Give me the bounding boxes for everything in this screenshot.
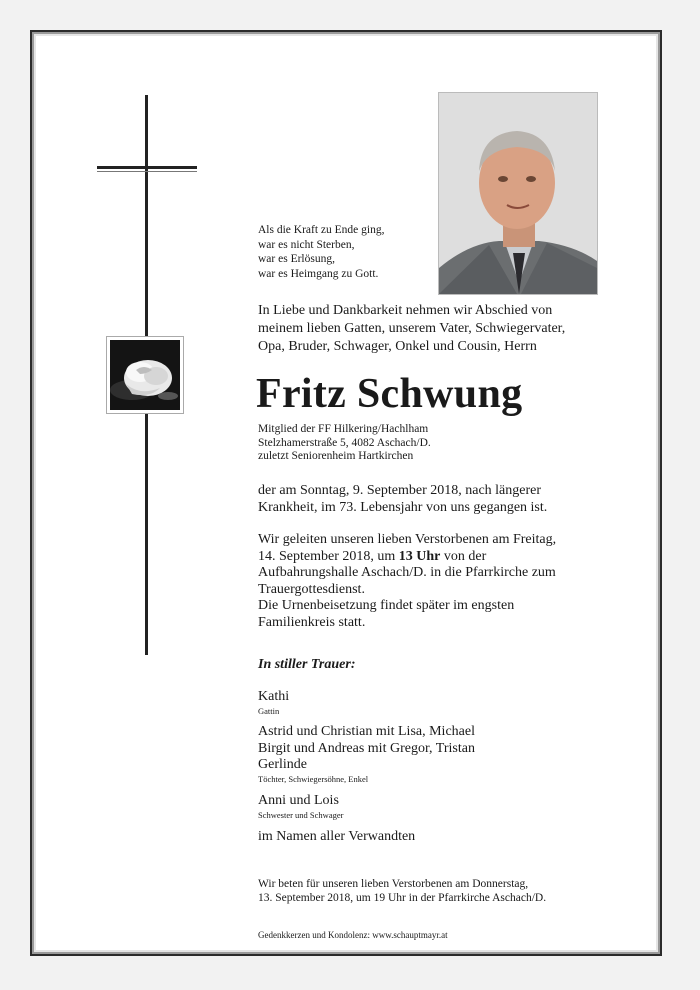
mourner-role: Schwester und Schwager — [258, 809, 344, 820]
mourner-group — [258, 793, 343, 821]
funeral-line: Trauergottesdienst. — [258, 581, 365, 597]
mourner-group — [258, 724, 475, 785]
funeral-date-rest: von der — [440, 548, 487, 564]
deceased-name: Fritz Schwung — [256, 371, 523, 417]
poem — [258, 223, 438, 281]
prayer-notice — [258, 877, 546, 905]
mourner-name: Astrid und Christian mit Lisa, Michael — [258, 724, 475, 739]
info-line: Mitglied der FF Hilkering/Hachlham — [258, 423, 429, 435]
poem-line: Als die Kraft zu Ende ging, — [258, 224, 385, 236]
mourner-name: Kathi — [258, 689, 290, 704]
death-line: der am Sonntag, 9. September 2018, nach längerer — [258, 483, 542, 498]
deceased-info — [258, 423, 431, 464]
poem-line: war es nicht Sterben, — [258, 238, 355, 251]
condolence-footer: Gedenkkerzen und Kondolenz: www.schauptmayr.at — [258, 930, 448, 940]
mourner-group — [258, 689, 289, 717]
prayer-line: Wir beten für unseren lieben Verstorbenen am Donnerstag, — [258, 878, 529, 890]
cross-horizontal-shadow — [97, 171, 197, 172]
prayer-line: 13. September 2018, um 19 Uhr in der Pfarrkirche Aschach/D. — [258, 892, 547, 904]
death-line: Krankheit, im 73. Lebensjahr von uns gegangen ist. — [258, 499, 548, 515]
funeral-info — [258, 532, 638, 631]
funeral-line — [258, 549, 638, 566]
mourner-role: Töchter, Schwiegersöhne, Enkel — [258, 773, 369, 784]
intro-line: meinem lieben Gatten, unserem Vater, Schwiegervater, — [258, 321, 566, 336]
funeral-line: Wir geleiten unseren lieben Verstorbenen am Freitag, — [258, 532, 557, 547]
poem-line: war es Erlösung, — [258, 253, 335, 265]
cross-horizontal-beam — [97, 166, 197, 169]
intro-line: Opa, Bruder, Schwager, Onkel und Cousin, Herrn — [258, 339, 537, 354]
info-line: zuletzt Seniorenheim Hartkirchen — [258, 450, 414, 462]
mourner-name: Anni und Lois — [258, 793, 339, 808]
rose-picture — [106, 336, 184, 414]
funeral-line: Die Urnenbeisetzung findet später im engsten — [258, 598, 515, 613]
intro-text — [258, 302, 618, 356]
poem-line: war es Heimgang zu Gott. — [258, 267, 379, 280]
funeral-time: 13 Uhr — [398, 548, 441, 564]
intro-line: In Liebe und Dankbarkeit nehmen wir Abschied von — [258, 303, 553, 318]
mourning-heading: In stiller Trauer: — [258, 657, 356, 672]
mourner-name: Birgit und Andreas mit Gregor, Tristan — [258, 740, 475, 756]
funeral-date: 14. September 2018, um — [258, 548, 399, 564]
mourner-role: Gattin — [258, 705, 280, 716]
white-rose-icon — [110, 340, 180, 410]
info-line: Stelzhamerstraße 5, 4082 Aschach/D. — [258, 436, 431, 449]
portrait-photo — [438, 92, 598, 295]
mourning-closing: im Namen aller Verwandten — [258, 829, 416, 844]
funeral-line: Familienkreis statt. — [258, 614, 366, 630]
mourner-name: Gerlinde — [258, 757, 307, 772]
funeral-line: Aufbahrungshalle Aschach/D. in die Pfarrkirche zum — [258, 565, 556, 580]
death-notice — [258, 483, 638, 516]
